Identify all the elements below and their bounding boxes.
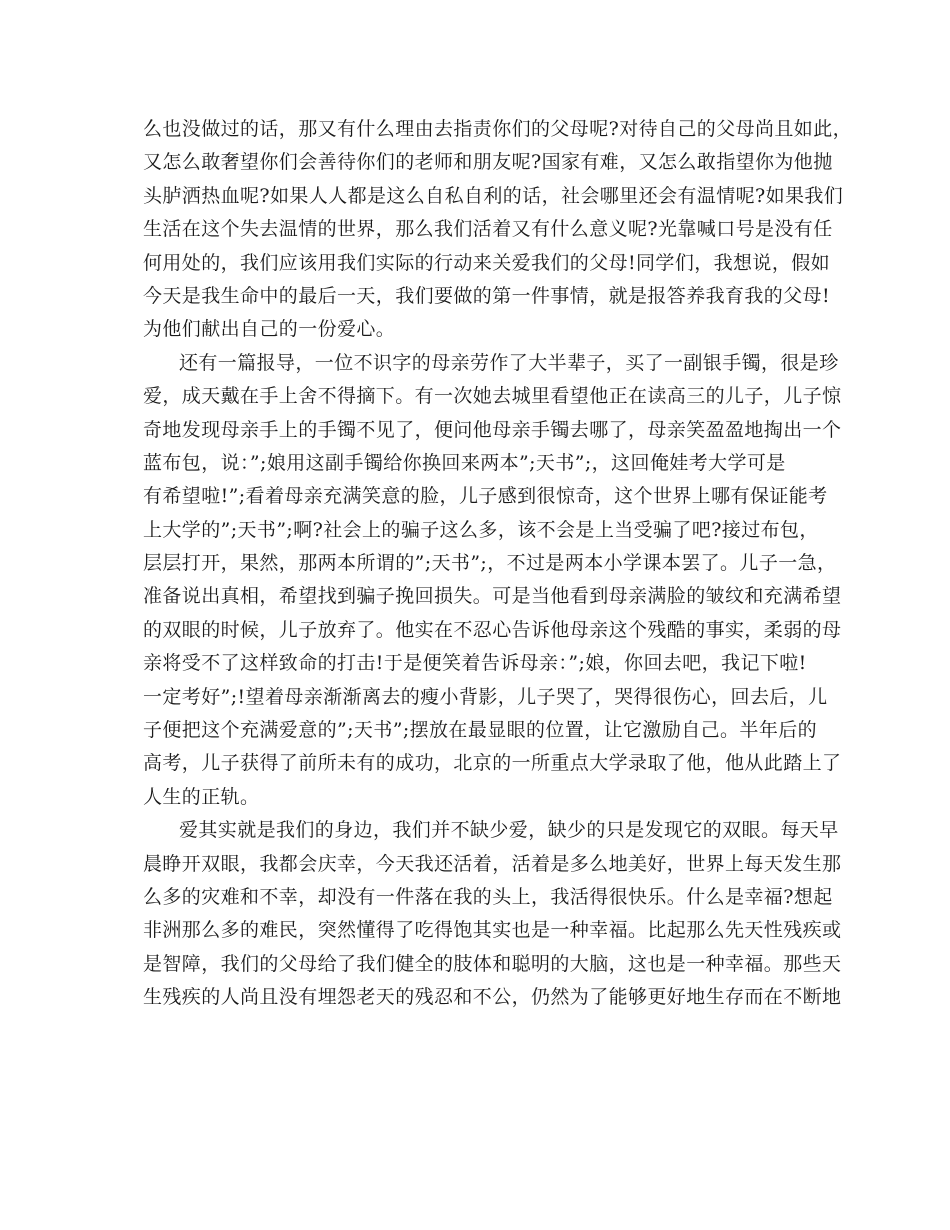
text-line: 层层打开，果然，那两本所谓的”;天书”;，不过是两本小学课本罢了。儿子一急， xyxy=(143,552,837,575)
text-line: 高考，儿子获得了前所未有的成功，北京的一所重点大学录取了他，他从此踏上了 xyxy=(143,752,842,775)
text-line: 生活在这个失去温情的世界，那么我们活着又有什么意义呢?光靠喊口号是没有任 xyxy=(143,218,833,241)
text-line: 为他们献出自己的一份爱心。 xyxy=(143,318,396,341)
text-line: 爱其实就是我们的身边，我们并不缺少爱，缺少的只是发现它的双眼。每天早 xyxy=(179,819,839,842)
text-line: 亲将受不了这样致命的打击!于是便笑着告诉母亲：”;娘，你回去吧，我记下啦! xyxy=(143,652,807,675)
text-line: 爱，成天戴在手上舍不得摘下。有一次她去城里看望他正在读高三的儿子，儿子惊 xyxy=(143,385,842,408)
text-line: 么多的灾难和不幸，却没有一件落在我的头上，我活得很快乐。什么是幸福?想起 xyxy=(143,885,833,908)
text-line: 一定考好”;!望着母亲渐渐离去的瘦小背影，儿子哭了，哭得很伤心，回去后，儿 xyxy=(143,685,828,708)
text-line: 晨睁开双眼，我都会庆幸，今天我还活着，活着是多么地美好，世界上每天发生那 xyxy=(143,852,842,875)
text-line: 人生的正轨。 xyxy=(143,785,260,808)
text-line: 何用处的，我们应该用我们实际的行动来关爱我们的父母!同学们，我想说，假如 xyxy=(143,251,831,274)
text-line: 又怎么敢奢望你们会善待你们的老师和朋友呢?国家有难，又怎么敢指望你为他抛 xyxy=(143,151,833,174)
text-line: 蓝布包，说：”;娘用这副手镯给你换回来两本”;天书”;，这回俺娃考大学可是 xyxy=(143,451,786,474)
text-line: 么也没做过的话，那又有什么理由去指责你们的父母呢?对待自己的父母尚且如此， xyxy=(143,118,852,140)
text-line: 是智障，我们的父母给了我们健全的肢体和聪明的大脑，这也是一种幸福。那些天 xyxy=(143,952,842,975)
text-line: 有希望啦!”;看着母亲充满笑意的脸，儿子感到很惊奇，这个世界上哪有保证能考 xyxy=(143,485,828,508)
body-text xyxy=(143,113,852,1015)
text-line: 奇地发现母亲手上的手镯不见了，便问他母亲手镯去哪了，母亲笑盈盈地掏出一个 xyxy=(143,418,842,441)
text-line: 头胪洒热血呢?如果人人都是这么自私自利的话，社会哪里还会有温情呢?如果我们 xyxy=(143,184,844,207)
text-line: 子便把这个充满爱意的”;天书”;摆放在最显眼的位置，让它激励自己。半年后的 xyxy=(143,719,818,742)
text-line: 的双眼的时候，儿子放弃了。他实在不忍心告诉他母亲这个残酷的事实，柔弱的母 xyxy=(143,618,842,641)
text-line: 准备说出真相，希望找到骗子挽回损失。可是当他看到母亲满脸的皱纹和充满希望 xyxy=(143,585,842,608)
text-line: 还有一篇报导，一位不识字的母亲劳作了大半辈子，买了一副银手镯，很是珍 xyxy=(179,351,839,374)
text-line: 今天是我生命中的最后一天，我们要做的第一件事情，就是报答养我育我的父母! xyxy=(143,284,831,307)
text-line: 非洲那么多的难民，突然懂得了吃得饱其实也是一种幸福。比起那么先天性残疾或 xyxy=(143,919,842,942)
text-line: 生残疾的人尚且没有埋怨老天的残忍和不公，仍然为了能够更好地生存而在不断地 xyxy=(143,986,842,1009)
text-line: 上大学的”;天书”;啊?社会上的骗子这么多，该不会是上当受骗了吧?接过布包， xyxy=(143,518,819,541)
